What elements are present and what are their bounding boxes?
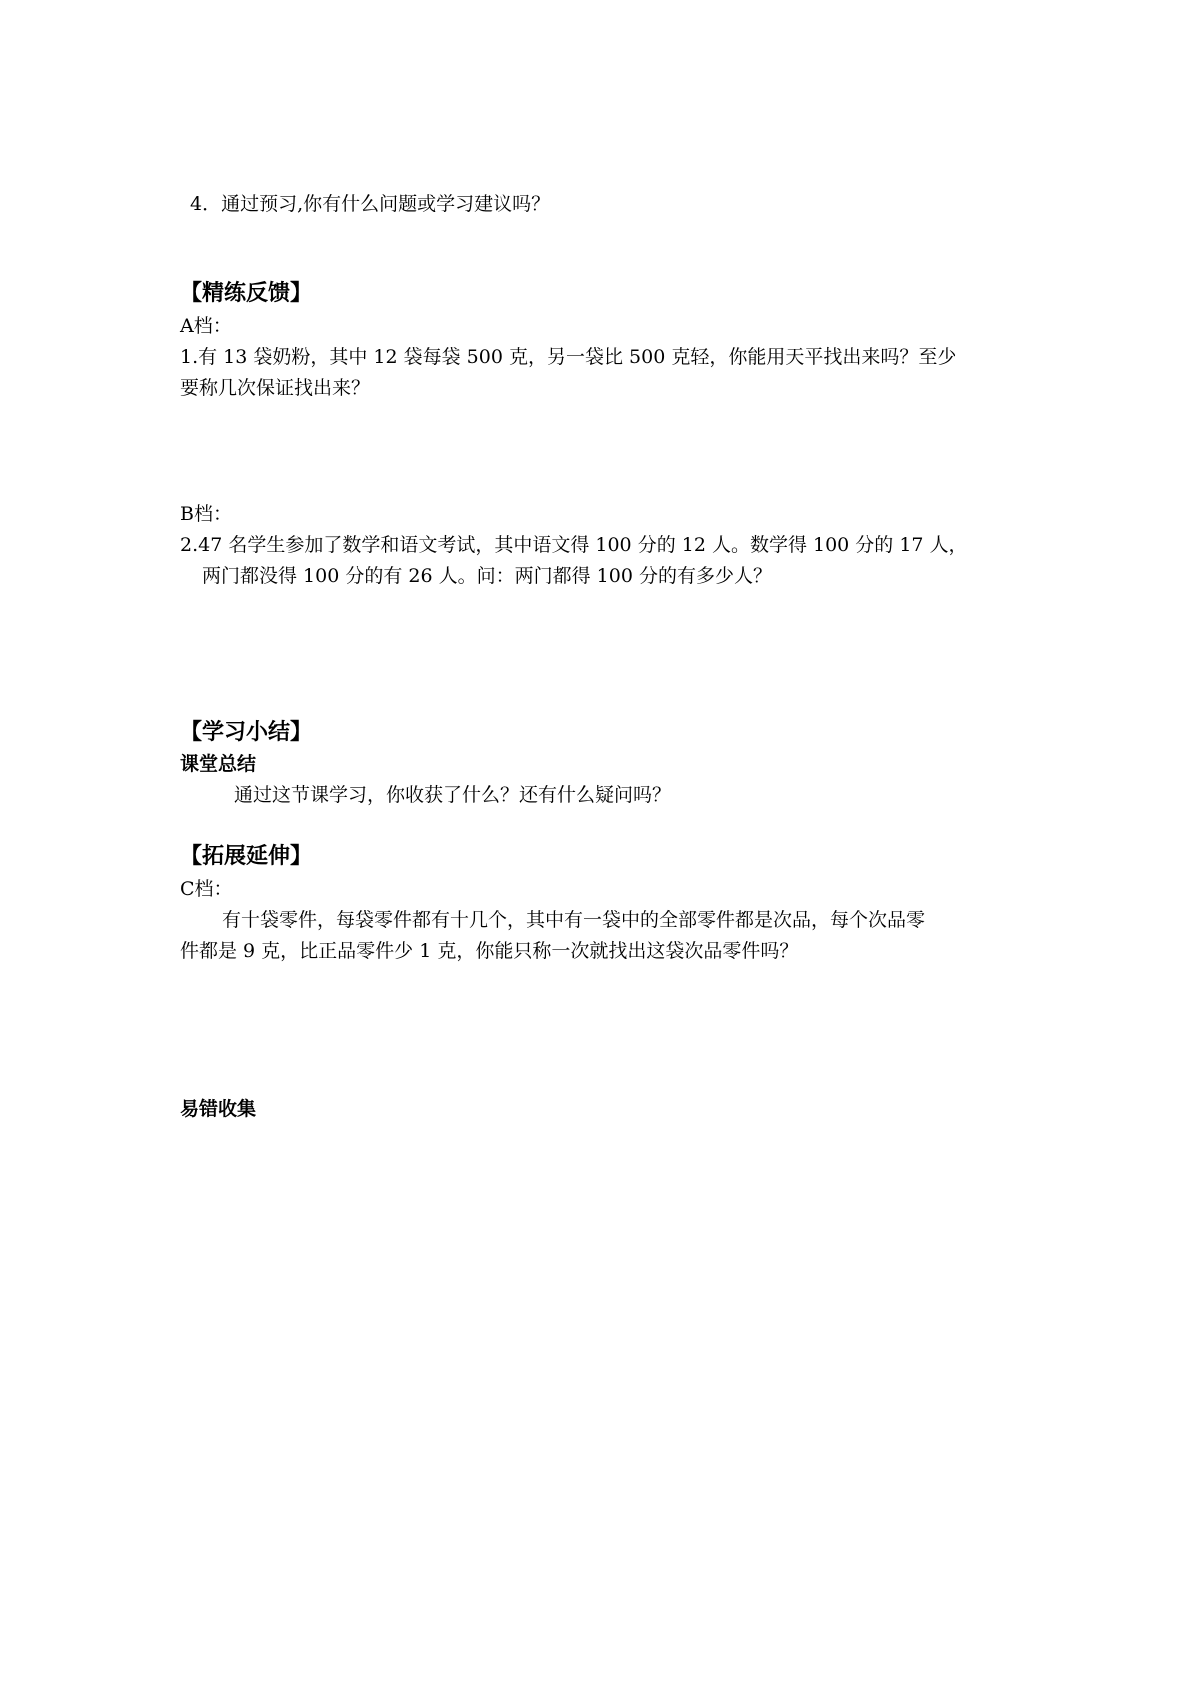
learning-summary-heading: 【学习小结】 [180,720,313,745]
extension-question-line-1: 有十袋零件，每袋零件都有十几个，其中有一袋中的全部零件都是次品，每个次品零 [222,909,926,931]
question-2-line-2: 两门都没得 100 分的有 26 人。问：两门都得 100 分的有多少人？ [202,565,772,587]
level-b-label: B档： [180,503,232,525]
extension-question-line-2: 件都是 9 克，比正品零件少 1 克，你能只称一次就找出这袋次品零件吗？ [180,940,799,962]
question-2-line-1: 2.47 名学生参加了数学和语文考试，其中语文得 100 分的 12 人。数学得 100 分的 17 人， [180,534,968,556]
extension-heading: 【拓展延伸】 [180,844,313,869]
level-a-label: A档： [180,315,232,337]
practice-feedback-heading: 【精练反馈】 [180,281,313,306]
question-1-line-2: 要称几次保证找出来？ [180,377,371,399]
level-c-label: C档： [180,878,233,900]
question-1-line-1: 1.有 13 袋奶粉，其中 12 袋每袋 500 克，另一袋比 500 克轻，你能用天平找出来吗？至少 [180,346,957,368]
preview-question-4: 4．通过预习,你有什么问题或学习建议吗？ [190,193,551,215]
class-summary-subheading: 课堂总结 [180,753,257,775]
mistake-collection-heading: 易错收集 [180,1098,257,1120]
class-summary-text: 通过这节课学习，你收获了什么？还有什么疑问吗？ [234,784,672,806]
